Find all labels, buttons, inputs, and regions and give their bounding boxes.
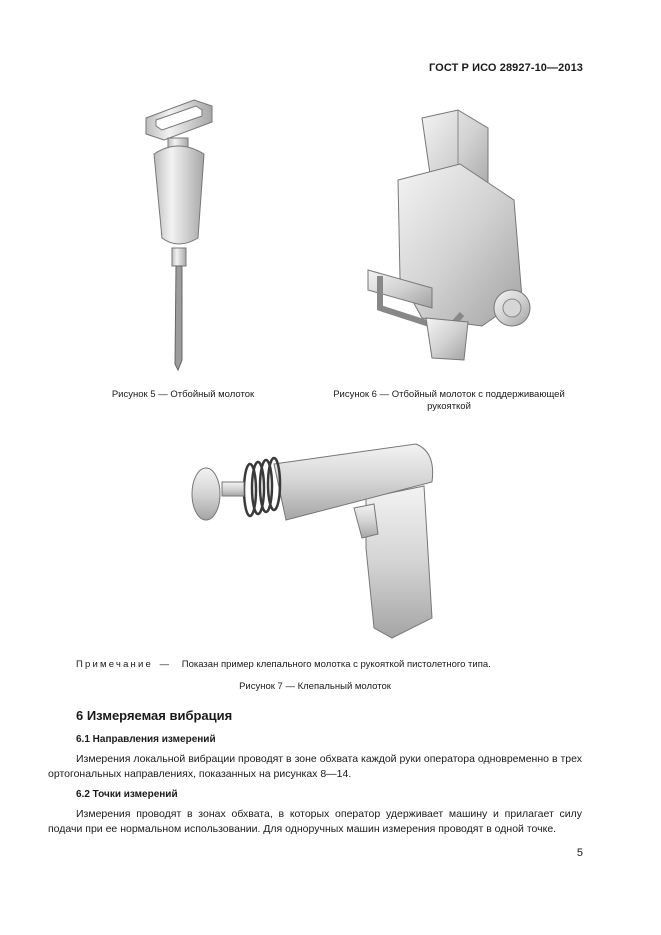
subsection-6-2-text: Измерения проводят в зонах обхвата, в которых оператор удерживает машину и прилагает силу подачи при ее нормальном использовании. Для одноручных машин измерения проводят в одной точке. <box>48 808 582 835</box>
subsection-6-1-text: Измерения локальной вибрации проводят в зоне обхвата каждой руки оператора одновременно в трех ортогональных направлениях, показанных на рисунках 8—14. <box>48 753 582 780</box>
note <box>76 659 491 670</box>
figure-6-caption-line-2: рукояткой <box>427 401 471 412</box>
document-header: ГОСТ Р ИСО 28927-10—2013 <box>428 62 583 74</box>
figure-6-chipping-hammer-with-support-handle-illustration <box>362 108 542 378</box>
figure-6-caption <box>318 389 580 413</box>
note-label: Примечание <box>76 659 153 670</box>
subsection-6-1-paragraph <box>48 752 582 781</box>
note-text: Показан пример клепального молотка с рукояткой пистолетного типа. <box>181 659 491 670</box>
subsection-6-2-title: 6.2 Точки измерений <box>76 789 178 800</box>
note-dash: — <box>159 659 170 670</box>
subsection-6-2-paragraph <box>48 807 582 836</box>
page-number: 5 <box>576 847 583 859</box>
figure-5-chipping-hammer-illustration <box>138 88 218 378</box>
subsection-6-1-title: 6.1 Направления измерений <box>76 734 216 745</box>
figure-6-caption-line-1: Рисунок 6 — Отбойный молоток с поддерживающей <box>333 389 565 400</box>
figure-7-riveting-hammer-illustration <box>186 438 440 648</box>
figure-7-caption: Рисунок 7 — Клепальный молоток <box>239 681 391 692</box>
figure-5-caption: Рисунок 5 — Отбойный молоток <box>111 389 255 400</box>
section-6-title: 6 Измеряемая вибрация <box>76 708 233 723</box>
